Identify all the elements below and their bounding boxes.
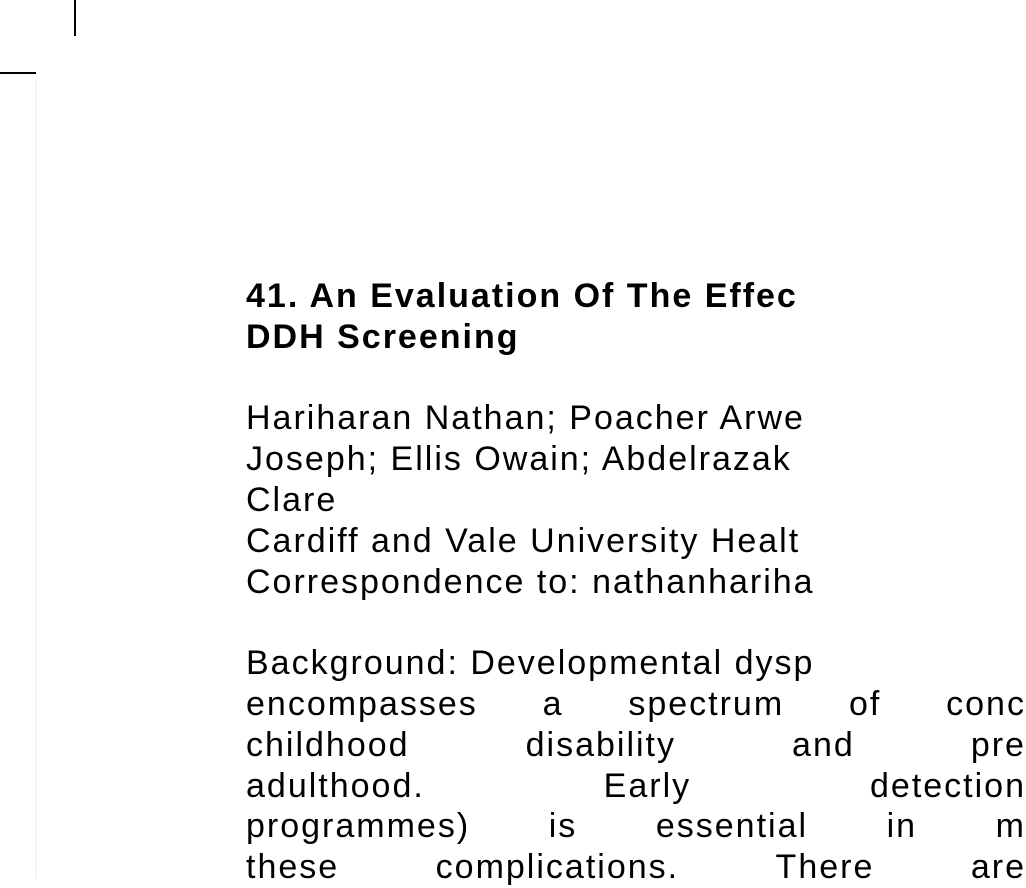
word: spectrum — [628, 684, 785, 723]
article-title-line-2: DDH Screening — [246, 317, 520, 356]
affiliation: Cardiff and Vale University Healt — [246, 521, 801, 560]
word: pre — [970, 725, 1026, 764]
word: disability — [525, 725, 676, 764]
word: and — [792, 725, 855, 764]
word: complications. — [435, 848, 680, 887]
word: Early — [603, 766, 692, 805]
correspondence: Correspondence to: nathanhariha — [246, 562, 815, 601]
author-line-3: Clare — [246, 480, 338, 519]
word: conc — [946, 684, 1026, 723]
spacer — [246, 602, 1026, 643]
word: childhood — [246, 725, 410, 764]
word: encompasses — [246, 684, 478, 723]
word: essential — [655, 807, 809, 846]
word: detection — [870, 766, 1026, 805]
article-body — [246, 276, 1026, 888]
abstract-line-4 — [246, 766, 1026, 807]
word: a — [542, 684, 564, 723]
word: is — [548, 807, 578, 846]
author-line-1: Hariharan Nathan; Poacher Arwe — [246, 399, 805, 438]
abstract-line-2 — [246, 684, 1026, 725]
word: are — [970, 848, 1026, 887]
crop-mark-horizontal — [0, 72, 36, 74]
page-edge — [35, 80, 37, 879]
crop-mark-vertical — [74, 0, 76, 36]
abstract-line-3 — [246, 725, 1026, 766]
word: in — [886, 807, 918, 846]
abstract-line-1: Background: Developmental dysp — [246, 644, 815, 683]
word: these — [246, 848, 340, 887]
word: m — [995, 807, 1026, 846]
spacer — [246, 358, 1026, 399]
word: programmes) — [246, 807, 471, 846]
abstract-line-5 — [246, 806, 1026, 847]
word: of — [848, 684, 882, 723]
word: adulthood. — [246, 766, 425, 805]
article-title-line-1: 41. An Evaluation Of The Effec — [246, 277, 798, 315]
word: There — [775, 848, 875, 887]
author-line-2: Joseph; Ellis Owain; Abdelrazak — [246, 440, 792, 479]
abstract-line-6 — [246, 847, 1026, 888]
